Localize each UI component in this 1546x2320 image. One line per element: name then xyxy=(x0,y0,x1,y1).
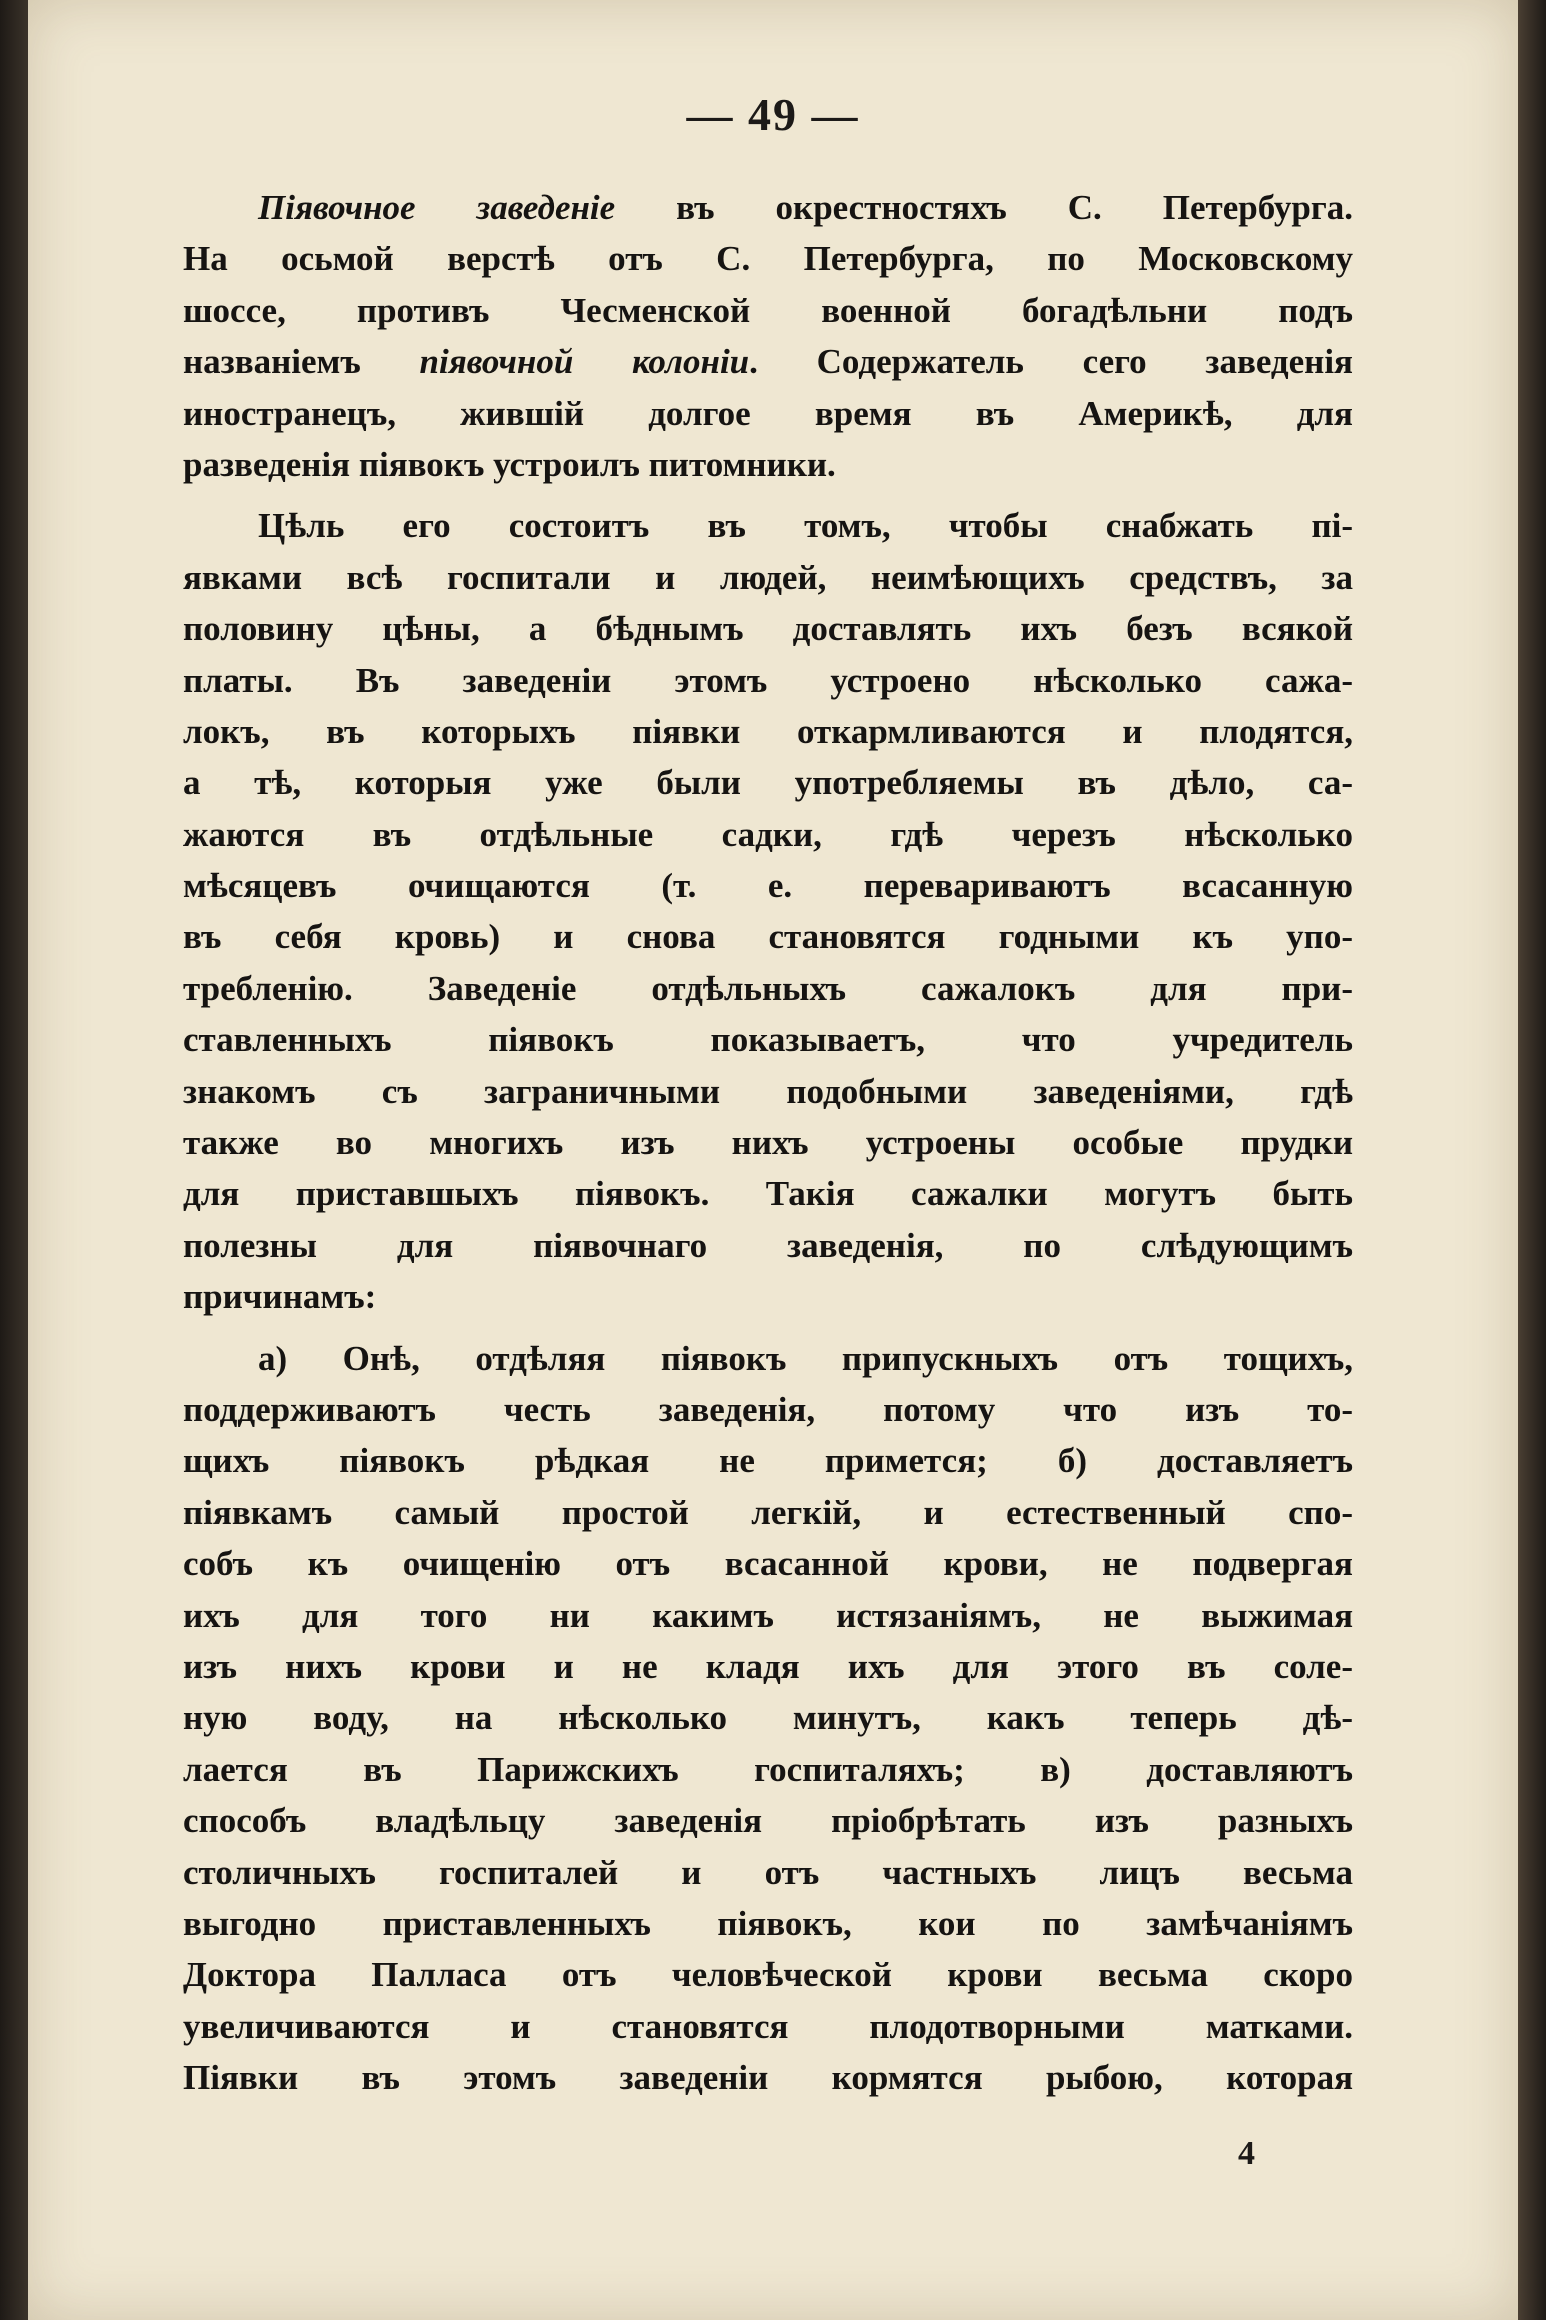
text-line: Доктора Палласа отъ человѣческой крови весьма скоро xyxy=(183,1955,1353,1995)
text-line: На осьмой верстѣ отъ С. Петербурга, по Московскому xyxy=(183,239,1353,279)
text-line: способъ владѣльцу заведенія пріобрѣтать изъ разныхъ xyxy=(183,1801,1353,1841)
text-line: половину цѣны, а бѣднымъ доставлять ихъ безъ всякой xyxy=(183,609,1353,649)
page-edge-left xyxy=(0,0,28,2320)
text-line: причинамъ: xyxy=(183,1277,377,1317)
text-line: локъ, въ которыхъ піявки откармливаются и плодятся, xyxy=(183,711,1353,751)
text-line: иностранецъ, жившій долгое время въ Америкѣ, для xyxy=(183,393,1353,433)
text-line: знакомъ съ заграничными подобными заведеніями, гдѣ xyxy=(183,1071,1353,1111)
text-line: ную воду, на нѣсколько минутъ, какъ теперь дѣ- xyxy=(183,1698,1353,1738)
text-line: увеличиваются и становятся плодотворными матками. xyxy=(183,2006,1353,2046)
book-page xyxy=(28,0,1518,2320)
text-line: названіемъ піявочной колоніи. Содержатель сего заведенія xyxy=(183,342,1353,382)
text-line: піявкамъ самый простой легкій, и естественный спо- xyxy=(183,1492,1353,1532)
text-line: платы. Въ заведеніи этомъ устроено нѣсколько сажа- xyxy=(183,660,1353,700)
page-number-header: — 49 — xyxy=(686,89,860,140)
text-line: явками всѣ госпитали и людей, неимѣющихъ средствъ, за xyxy=(183,557,1353,597)
text-line: столичныхъ госпиталей и отъ частныхъ лицъ весьма xyxy=(183,1852,1353,1892)
text-line: требленію. Заведеніе отдѣльныхъ сажалокъ для при- xyxy=(183,968,1353,1008)
text-line: полезны для піявочнаго заведенія, по слѣдующимъ xyxy=(183,1225,1353,1265)
text-line: Піявки въ этомъ заведеніи кормятся рыбою, которая xyxy=(183,2058,1353,2098)
signature-mark: 4 xyxy=(1238,2135,1255,2172)
text-line: изъ нихъ крови и не кладя ихъ для этого въ соле- xyxy=(183,1646,1353,1686)
text-line: а тѣ, которыя уже были употребляемы въ дѣло, са- xyxy=(183,763,1353,803)
text-line: также во многихъ изъ нихъ устроены особые прудки xyxy=(183,1123,1353,1163)
text-line: щихъ піявокъ рѣдкая не примется; б) доставляетъ xyxy=(183,1441,1353,1481)
text-line: жаются въ отдѣльные садки, гдѣ черезъ нѣсколько xyxy=(183,814,1353,854)
text-line: въ себя кровь) и снова становятся годными къ упо- xyxy=(183,917,1353,957)
page-edge-right xyxy=(1518,0,1546,2320)
text-line: ставленныхъ піявокъ показываетъ, что учредитель xyxy=(183,1020,1353,1060)
italic-phrase: піявочной колоніи xyxy=(419,342,750,382)
italic-heading: Піявочное заведеніе xyxy=(258,188,616,227)
text-line: мѣсяцевъ очищаются (т. е. перевариваютъ всасанную xyxy=(183,866,1353,906)
text-line: шоссе, противъ Чесменской военной богадѣльни подъ xyxy=(183,290,1353,330)
text-line: разведенія піявокъ устроилъ питомники. xyxy=(183,444,836,484)
text-line: поддерживаютъ честь заведенія, потому что изъ то- xyxy=(183,1389,1353,1429)
text-line: для приставшыхъ піявокъ. Такія сажалки могутъ быть xyxy=(183,1174,1353,1214)
text-line: Цѣль его состоитъ въ томъ, чтобы снабжать пі- xyxy=(258,506,1353,546)
text-line: ихъ для того ни какимъ истязаніямъ, не выжимая xyxy=(183,1595,1353,1635)
body-text xyxy=(183,182,1353,2103)
text-line: выгодно приставленныхъ піявокъ, кои по замѣчаніямъ xyxy=(183,1903,1353,1943)
text-line: а) Онѣ, отдѣляя піявокъ припускныхъ отъ тощихъ, xyxy=(258,1338,1353,1378)
text-line: собъ къ очищенію отъ всасанной крови, не подвергая xyxy=(183,1544,1353,1584)
text-line: лается въ Парижскихъ госпиталяхъ; в) доставляютъ xyxy=(183,1749,1353,1789)
text-line: Піявочное заведеніе въ окрестностяхъ С. Петербурга. xyxy=(258,188,1353,227)
